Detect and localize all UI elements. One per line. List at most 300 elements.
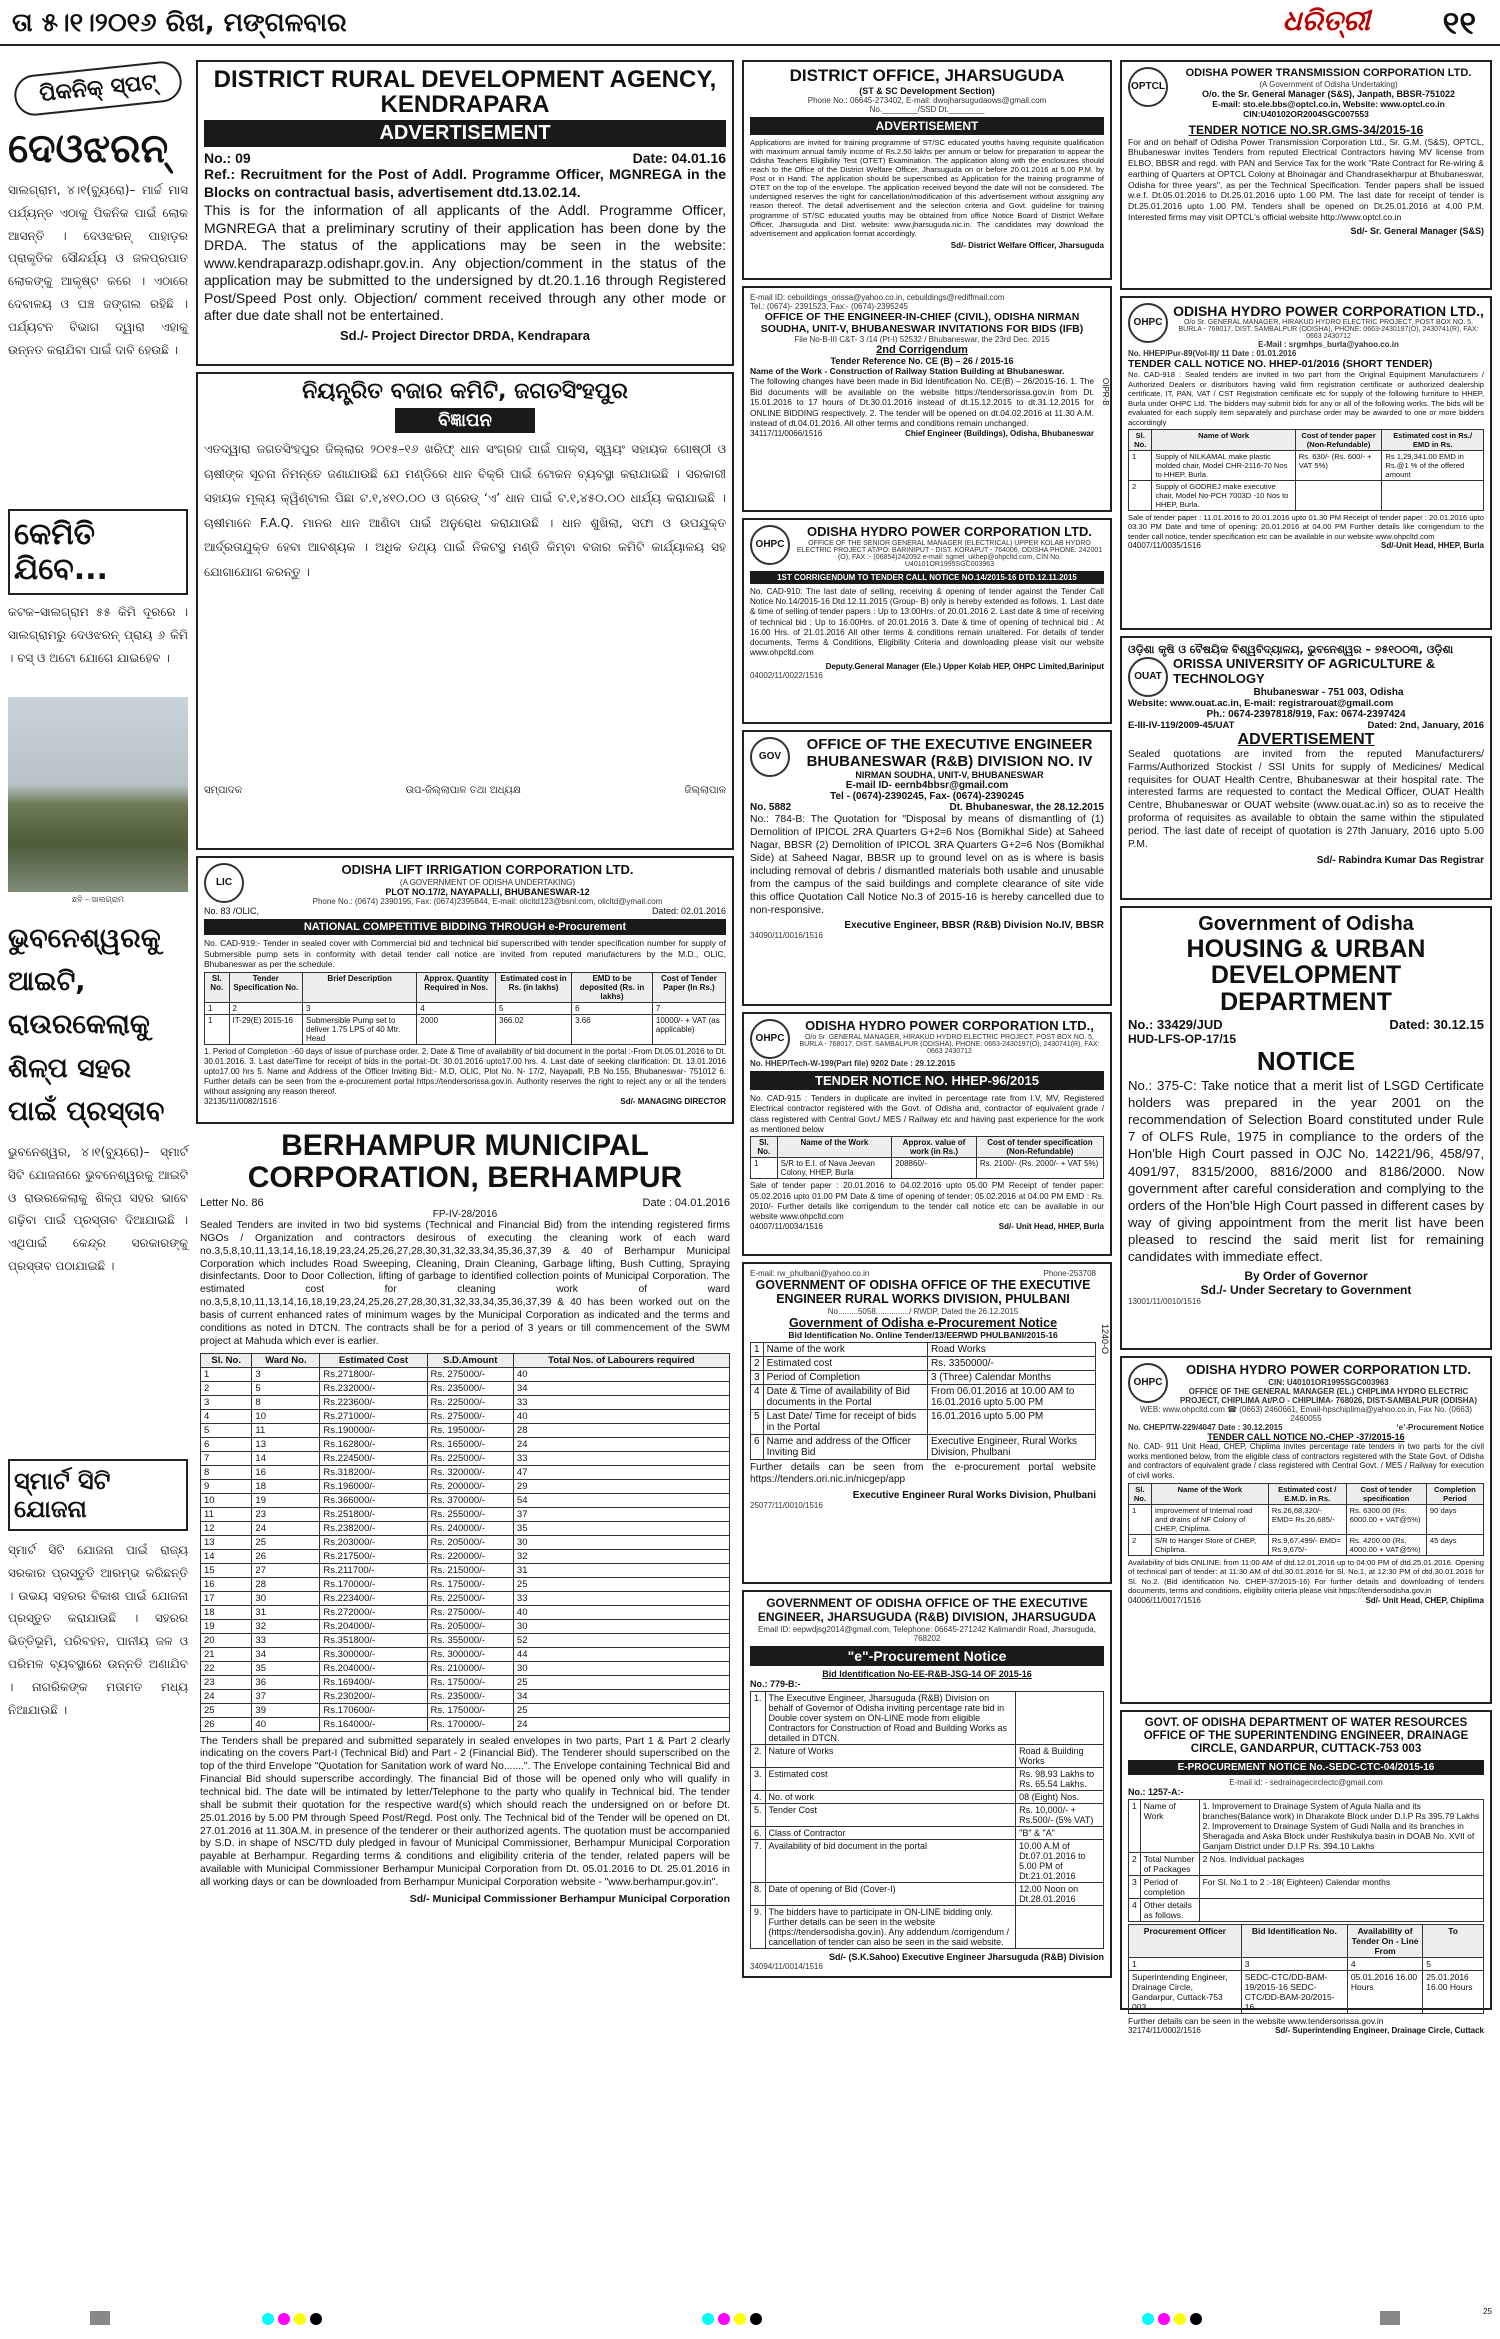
table-row	[1129, 1875, 1484, 1898]
table-header-cell: Estimated cost in Rs. (in lakhs)	[496, 972, 572, 1002]
hud-date: Dated: 30.12.15	[1389, 1016, 1484, 1032]
ohpc4-cin: CIN: U40101OR1995SGC003963	[1268, 1377, 1389, 1387]
table-cell: 21	[201, 1647, 252, 1661]
dowr-drainage-ad	[1120, 1710, 1492, 2036]
bazar-body: ଏତଦ୍ୱାରା ଜଗତସିଂହପୁର ଜିଲ୍ଲାର ୨୦୧୫–୧୬ ଖରିଫ୍ ଧାନ ସଂଗ୍ରହ ପାଇଁ ପାକ୍ସ, ସ୍ୱୟଂ ସହାୟକ ଗୋଷ୍ଠୀ ଓ ଚାଷୀଙ୍କ ସୂଚନା ନିମନ୍ତେ ଜଣାଯାଉଛି ଯେ ମଣ୍ଡିରେ ଧାନ ବିକ୍ରି ପାଇଁ ଟୋକନ ବ୍ୟବସ୍ଥା କରାଯାଇଛି । ସରକାରୀ ସହାୟକ ମୂଲ୍ୟ କ୍ୱିଣ୍ଟାଲ ପିଛା ଟ.୧,୪୧୦.୦୦ ଓ ଗ୍ରେଡ୍ ‘ଏ’ ଧାନ ପାଇଁ ଟ.୧,୪୫୦.୦୦ ଧାର୍ଯ୍ୟ କରାଯାଇଛି । ଚାଷୀମାନେ F.A.Q. ମାନର ଧାନ ଆଣିବା ପାଇଁ ଅନୁରୋଧ କରାଯାଉଛି । ଧାନ ଶୁଖିଲା, ସଫା ଓ ଉପଯୁକ୍ତ ଆର୍ଦ୍ରତାଯୁକ୍ତ ହେବା ଆବଶ୍ୟକ । ଅଧିକ ତଥ୍ୟ ପାଇଁ ନିକଟସ୍ଥ ମଣ୍ଡି କିମ୍ବା ବଜାର କମିଟି କାର୍ଯ୍ୟାଳୟ ସହ ଯୋଗାଯୋଗ କରନ୍ତୁ ।	[204, 442, 726, 579]
table-cell: 26	[201, 1717, 252, 1731]
table-cell: 366.02	[496, 1014, 572, 1044]
table-cell: "B" & "A"	[1016, 1826, 1104, 1839]
eic-ref: Tender Reference No. CE (B) – 26 / 2015-16	[830, 356, 1014, 367]
table-cell: 8	[201, 1465, 252, 1479]
olic-logo-icon: LIC	[204, 863, 244, 903]
table-cell: 3.66	[572, 1014, 653, 1044]
ohpc4-title: ODISHA HYDRO POWER CORPORATION LTD.	[1185, 1362, 1472, 1377]
table-cell	[1295, 481, 1382, 511]
table-cell: 12.00 Noon on Dt.28.01.2016	[1016, 1882, 1104, 1905]
table-cell: 24	[201, 1689, 252, 1703]
olic-addr: PLOT NO.17/2, NAYAPALLI, BHUBANESWAR-12	[385, 886, 590, 897]
drda-banner: ADVERTISEMENT	[204, 120, 726, 147]
govt-emblem-icon: GOV	[750, 737, 790, 777]
olic-tender-ad	[196, 856, 734, 1124]
table-header-cell: 1	[1129, 1957, 1242, 1970]
eic-signature: Chief Engineer (Buildings), Odisha, Bhubaneswar	[905, 428, 1094, 438]
ouat-web: Website: www.ouat.ac.in, E-mail: registrarouat@gmail.com	[1128, 697, 1394, 709]
ohpc4-table	[1128, 1483, 1484, 1556]
color-marks-right	[1140, 2313, 1204, 2328]
table-row	[201, 1563, 730, 1577]
berhampur-intro: Sealed Tenders are invited in two bid systems (Technical and Financial Bid) from the intending registered firms NGOs / Organization and contractors desirous of executing the cleaning work of each ward no.3,5,8,10,11,13,14,16,18,19,23,24,25,26,27,28,30,31,32,33,34,35,36,37,39 & 40 of Berhampur Municipal Corporation which includes Road Sweeping, Cleaning, Drain Cleaning, Garbage lifting, Bush Cutting, Spraying disinfectants. Door to Door Collection, lifting of garbage to identified collection points of Municipal Corporation. The estimated cost for cleaning work of ward no.3,5,8,10,11,13,14,16,18,19,23,24,25,26,27,28,30,31,32,33,34,35,36,37,39 & 40 has been worked out on the basis of current enhanced rates of minimum wages by the Municipal Corporation as indicated and the terms and conditions as noted in DTCN. The contracts shall be for a period of 3 years or till commencement of the SWM project at Mahuda which ever is earlier.	[200, 1220, 730, 1347]
olic-refno: 32135/11/0082/1516	[204, 1096, 277, 1106]
table-cell: Rs.217500/-	[320, 1549, 427, 1563]
dwo-body: Applications are invited for training programme of ST/SC educated youths having requisite qualification with maximum annual family income of Rs.2.50 lakhs per annum or below for preparation to appear the Odisha Teachers Eligibility Test (OTET) Examination. The application along with the enclosures should reach to the Office of the District Welfare Officer, Jharsuguda on or before 20.01.2016 at 5.00 P.M. by Post or in Hand. The application should be superscribed as Application for the training programme of OTET on the top of the envelope. The application received beyond the date will not be considered. The undersigned reserves the right for cancellation/modification of this advertisement without assigning any reason thereof. The detail advertisement and the selection criteria and Govt. guideline for training programme of ST/SC educated youths may be obtained from office Notice Board of District Welfare Officer, Jharsuguda and Dist. website: www.jharsuguda.nic.in. The candidates may download the advertisement and application format accordingly.	[750, 137, 1104, 238]
table-cell	[1382, 481, 1484, 511]
table-cell: 24	[513, 1437, 729, 1451]
table-cell: 11	[252, 1423, 320, 1437]
jrnb-signature: Sd/- (S.K.Sahoo) Executive Engineer Jharsuguda (R&B) Division	[828, 1951, 1104, 1962]
olic-table	[204, 972, 726, 1045]
table-row	[751, 1839, 1104, 1882]
ouat-logo-icon: OUAT	[1128, 657, 1168, 697]
table-cell: Rs.162800/-	[320, 1437, 427, 1451]
table-cell: Rs. 235000/-	[427, 1689, 513, 1703]
table-cell: Estimated cost	[763, 1356, 927, 1370]
ohpc1-banner: 1ST CORRIGENDUM TO TENDER CALL NOTICE NO.14/2015-16 DTD.12.11.2015	[750, 571, 1104, 584]
eic-work: Name of the Work - Construction of Railway Station Building at Bhubaneswar.	[750, 366, 1065, 377]
rnb4-date: Dt. Bhubaneswar, the 28.12.2015	[949, 802, 1104, 813]
table-cell: 3.	[751, 1767, 766, 1790]
table-row	[1129, 451, 1484, 481]
table-cell: 14	[252, 1451, 320, 1465]
ohpc-hhep-01-ad	[1120, 296, 1492, 630]
jrnb-bid: Bid Identification No-EE-R&B-JSG-14 OF 2015-16	[822, 1668, 1032, 1679]
table-cell: 1	[751, 1342, 764, 1356]
table-cell: 25	[513, 1675, 729, 1689]
ouat-no: E-III-IV-119/2009-45/UAT	[1128, 719, 1235, 731]
table-row	[201, 1409, 730, 1423]
ohpc4-sub: OFFICE OF THE GENERAL MANAGER (EL.) CHIPLIMA HYDRO ELECTRIC PROJECT, CHIPLIMA At/P.O - CHIPLIMA- 768026, DIST-SAMBALPUR (ODISHA)	[1179, 1386, 1478, 1405]
dowr-no: No.: 1257-A:-	[1128, 1786, 1184, 1797]
ouat-city: Bhubaneswar - 751 003, Odisha	[1253, 686, 1404, 698]
table-cell: 33	[513, 1451, 729, 1465]
table-row	[751, 1370, 1096, 1384]
table-header-cell: Cost of tender specification	[1346, 1483, 1426, 1504]
dowr-email: E-mail id: - sedrainagecirclectc@gmail.com	[1229, 1777, 1383, 1787]
rnb4-sub: NIRMAN SOUDHA, UNIT-V, BHUBANESWAR	[855, 770, 1044, 780]
table-row	[201, 1703, 730, 1717]
ohpc-chiplima-ad	[1120, 1356, 1492, 1704]
table-cell: Rs.272000/-	[320, 1605, 427, 1619]
table-cell: 2000	[417, 1014, 496, 1044]
table-cell: 2.	[751, 1744, 766, 1767]
jrnb-email: Email ID: eepwdjsg2014@gmail.com, Telephone: 06645-271242 Kalimandir Road, Jharsuguda, 768202	[758, 1624, 1096, 1643]
table-cell: Other details as follows.	[1140, 1898, 1199, 1921]
table-cell: 5.	[751, 1803, 766, 1826]
table-cell: Rs. 175000/-	[427, 1675, 513, 1689]
olic-no: No. 83 /OLIC,	[204, 905, 260, 916]
table-header-cell: 6	[572, 1002, 653, 1014]
rnb4-no: No. 5882	[750, 802, 792, 813]
ouat-odia-title: ଓଡ଼ିଶା କୃଷି ଓ ବୈଷୟିକ ବିଶ୍ୱବିଦ୍ୟାଳୟ, ଭୁବନେଶ୍ୱର – ୭୫୧୦୦୩, ଓଡ଼ିଶା	[1128, 643, 1454, 656]
table-header-cell: S.D.Amount	[427, 1353, 513, 1367]
table-cell: 6	[751, 1434, 764, 1459]
table-cell: Rs.251800/-	[320, 1507, 427, 1521]
table-cell: 90 days	[1426, 1504, 1483, 1534]
table-row	[201, 1661, 730, 1675]
berhampur-table	[200, 1353, 730, 1732]
table-cell: 24	[252, 1521, 320, 1535]
table-cell: Road Works	[927, 1342, 1095, 1356]
newspaper-logo: ଧରିତ୍ରୀ	[1282, 4, 1370, 37]
table-row	[201, 1717, 730, 1731]
table-cell: Rs. 205000/-	[427, 1619, 513, 1633]
dowr-table-1	[1128, 1799, 1484, 1922]
olic-sub: (A GOVERNMENT OF ODISHA UNDERTAKING)	[399, 877, 576, 887]
ouat-signature: Sd/- Rabindra Kumar Das Registrar	[1316, 854, 1484, 866]
berhampur-body: The Tenders shall be prepared and submitted separately in sealed envelopes in two parts, Part 1 & Part 2 clearly indicating on the covers Part-I (Technical Bid) and Part - 2 (Financial Bid). The Tenderer should superscribed on the top of the third Envelope "Quotation for Sanitation work of ward No.......". The Envelope containing Technical Bid and Financial Bid should superscribe accordingly. The financial Bid of those will be opened only who will qualify in technical bid. The date will be intimated by letter/Telephone to the party who qualify in Technical bid. The tender shall be submit their quotation for the respective ward(s) which should reach the undersigned on or before Dt. 25.01.2016 by 5.00 PM through Speed Post/Regd. Post only. The Technical bid of the Tender will be opened on Dt. 27.01.2016 at 11.30A.M. in presence of the tenderer or their authorized agents. The quotation must be accompanied by S.D. in shape of NSC/TD duly pledged in favour of Municipal Commissioner, Berhampur Municipal Corporation payable at Berhampur. Regarding terms & conditions and eligibility criteria of the tender, related papers will be available with Municipal Commissioner Berhampur Municipal Corporation from Dt. 05.01.2016 to Dt. 25.01.2016 in all working days or can be downloaded from Berhampur Municipal Corporation website - "www.berhampur.gov.in".	[200, 1735, 730, 1889]
ohpc2-dates: Sale of tender paper : 20.01.2016 to 04.02.2016 upto 05.00 PM Receipt of tender paper: 05.02.2016 upto 01.00 PM Date & time of opening of tender: 05.02.2016 at 04.00 PM EMD : Rs. 2010/- Further details like corrigendum to the tender call notice etc can be available in our website www.ohpcltd.com	[750, 1181, 1104, 1222]
table-row	[201, 1479, 730, 1493]
berhampur-date: Date : 04.01.2016	[642, 1197, 730, 1209]
rwd-bid: Bid Identification No. Online Tender/13/EERWD PHULBANI/2015-16	[788, 1329, 1058, 1340]
table-cell: 40	[513, 1367, 729, 1381]
table-cell: Rs. 240000/-	[427, 1521, 513, 1535]
table-cell: Rs.223600/-	[320, 1395, 427, 1409]
table-row	[751, 1342, 1096, 1356]
table-cell: 19	[252, 1493, 320, 1507]
table-cell: Rs. 225000/-	[427, 1591, 513, 1605]
table-row	[751, 1744, 1104, 1767]
rnb4-tel: Tel - (0674)-2390245, Fax- (0674)-2390245	[830, 791, 1024, 802]
table-row	[201, 1493, 730, 1507]
table-cell: Estimated cost	[765, 1767, 1016, 1790]
berhampur-municipal-ad	[196, 1130, 734, 2246]
table-row	[201, 1647, 730, 1661]
table-cell: Total Number of Packages	[1140, 1852, 1199, 1875]
table-cell: 34	[513, 1381, 729, 1395]
table-cell: Rs. 300000/-	[427, 1647, 513, 1661]
table-cell: 31	[252, 1605, 320, 1619]
table-cell: 40	[252, 1717, 320, 1731]
color-marks-center	[700, 2313, 764, 2328]
date-line: ତା ୫।୧।୨୦୧୬ ରିଖ, ମଙ୍ଗଳବାର	[12, 8, 347, 38]
table-cell: 16.01.2016 upto 5.00 PM	[927, 1409, 1095, 1434]
drda-ref: Ref.: Recruitment for the Post of Addl. Programme Officer, MGNREGA in the Blocks on contractual basis, advertisement dtd.13.02.14.	[204, 166, 726, 201]
optcl-body: For and on behalf of Odisha Power Transmission Corporation Ltd., Sr. G.M. (S&S), OPTCL, Bhubaneswar invites Tenders from reputed Electrical Contractors having MV license from ELBO, BBSR and regd. with PAN and Service Tax for the work "Rate Contract for Re-wiring & earthing of Quarters at OPTCL Colony at Bhoinagar and Chandrasekharpur at Bhubaneswar, Odisha for three years", as per the Technical Specification. Tender papers shall be issued w.e.f. Dt.05.01.2016 to Dt.25.01.2016 upto 1.00 PM. The last date for receipt of tender is Dt.25.01.2016 upto 1.00 PM. Tenders shall be opened on Dt.25.01.2016 at 4.00 P.M. Interested firms may visit OPTCL's official website http://www.optcl.co.in	[1128, 136, 1484, 222]
table-header-cell: Sl. No.	[1129, 1483, 1152, 1504]
optcl-tender-ad	[1120, 60, 1492, 290]
table-row	[751, 1356, 1096, 1370]
table-header-cell: Availability of Tender On - Line From	[1347, 1924, 1422, 1957]
table-cell: Rs. 195000/-	[427, 1423, 513, 1437]
rwd-body: Further details can be seen from the e-procurement portal website https://tenders.ori.nic.in/nicgep/app	[750, 1461, 1096, 1486]
rnb4-signature: Executive Engineer, BBSR (R&B) Division No.IV, BBSR	[844, 920, 1104, 931]
table-cell: Rs. 320000/-	[427, 1465, 513, 1479]
drda-title: DISTRICT RURAL DEVELOPMENT AGENCY, KENDRAPARA	[213, 66, 717, 119]
table-cell: 18	[201, 1605, 252, 1619]
ohpc2-sub: O/o Sr. GENERAL MANAGER, HIRAKUD HYDRO ELECTRIC PROJECT, POST BOX NO. 5, BURLA - 768017, DIST. SAMBALPUR (ODISHA), PHONE: 0663-2430197(O), 2430741(R), FAX: 0663 2430712	[799, 1033, 1100, 1055]
ohpc3-no: No. HHEP/Pur-89(Vol-II)/ 11 Date : 01.01.2016	[1128, 349, 1297, 359]
ohpc-logo-icon: OHPC	[1128, 1363, 1168, 1403]
drda-no: No.: 09	[204, 150, 251, 167]
table-cell: 35	[513, 1521, 729, 1535]
table-cell: 19	[201, 1619, 252, 1633]
eic-email: E-mail ID: cebuildings_orissa@yahoo.co.in, cebuildings@rediffmail.com	[750, 293, 1005, 302]
table-cell: Rs. 210000/-	[427, 1661, 513, 1675]
table-cell: Rs. 275000/-	[427, 1605, 513, 1619]
dwo-no: No.________/SSD Dt.________	[869, 104, 985, 114]
table-cell: Rs. 175000/-	[427, 1703, 513, 1717]
table-cell: 24	[513, 1717, 729, 1731]
table-cell: Improvement of Internal road and drains of NF Colony of CHEP, Chiplima.	[1151, 1504, 1268, 1534]
table-cell: Date & Time of availability of Bid documents in the Portal	[763, 1384, 927, 1409]
table-cell: 35	[252, 1661, 320, 1675]
table-cell: 3	[751, 1370, 764, 1384]
table-cell: 3 (Three) Calendar Months	[927, 1370, 1095, 1384]
rwd-table	[750, 1342, 1096, 1460]
hud-ref: HUD-LFS-OP-17/15	[1128, 1031, 1237, 1046]
table-cell: 27	[252, 1563, 320, 1577]
table-cell: Rs.300000/-	[320, 1647, 427, 1661]
table-cell: Rs.232000/-	[320, 1381, 427, 1395]
hud-body: No.: 375-C: Take notice that a merit list of LSGD Certificate holders was prepared in the year 2001 on the recommendation of Selection Board constituted under Rule 7 of OLFS Rule, 1975 in compliance to the orders of the Hon'ble High Court passed in OJC No. 14221/96, 458/97, 4091/97, 8315/2000, 8816/2000 and 8186/2000. Now government after careful consideration and complying to the orders of the Hon'ble High Court passed in different cases by way of giving appointment from the merit list have been pleased to rescind the said merit list for remaining candidates with immediate effect.	[1128, 1077, 1484, 1265]
table-cell: 10.00 A.M of Dt.07.01.2016 to 5.00 PM of Dt.21.01.2016	[1016, 1839, 1104, 1882]
jrnb-title: GOVERNMENT OF ODISHA OFFICE OF THE EXECUTIVE ENGINEER, JHARSUGUDA (R&B) DIVISION, JHARSUGUDA	[757, 1596, 1097, 1624]
table-cell: 34	[252, 1647, 320, 1661]
page-header	[0, 0, 1500, 46]
table-cell: Rs.169400/-	[320, 1675, 427, 1689]
table-row	[751, 1691, 1104, 1744]
table-cell: Period of completion	[1140, 1875, 1199, 1898]
table-cell: 08 (Eight) Nos.	[1016, 1790, 1104, 1803]
table-row	[201, 1605, 730, 1619]
table-cell: 28	[252, 1577, 320, 1591]
grey-swatch	[1380, 2311, 1400, 2325]
table-cell: 9.	[751, 1905, 766, 1948]
ohpc1-title: ODISHA HYDRO POWER CORPORATION LTD.	[806, 524, 1093, 539]
table-cell: 22	[201, 1661, 252, 1675]
table-header-cell: 4	[1347, 1957, 1422, 1970]
dwo-jharsuguda-ad	[742, 60, 1112, 280]
table-row	[201, 1675, 730, 1689]
table-header-cell: Ward No.	[252, 1353, 320, 1367]
table-cell: Executive Engineer, Rural Works Division, Phulbani	[927, 1434, 1095, 1459]
table-header-cell: Superintending Engineer, Drainage Circle, Gandarpur, Cuttack-753 003	[1129, 1970, 1242, 2013]
table-cell: 44	[513, 1647, 729, 1661]
jrnb-table	[750, 1691, 1104, 1949]
table-row	[1129, 1852, 1484, 1875]
table-header-cell: Name of the Work	[777, 1137, 892, 1158]
rwd-refno: 25077/11/0010/1516	[750, 1500, 823, 1510]
table-cell: S/R to Hanger Store of CHEP, Chiplima.	[1151, 1534, 1268, 1555]
hud-no: No.: 33429/JUD	[1128, 1016, 1223, 1032]
hud-t1: Government of Odisha	[1198, 913, 1414, 935]
table-cell	[1199, 1898, 1483, 1921]
table-cell: 17	[201, 1591, 252, 1605]
ohpc2-refno: 04007/11/0034/1516	[750, 1222, 823, 1232]
table-cell: 45 days	[1426, 1534, 1483, 1555]
table-cell: 30	[513, 1619, 729, 1633]
bazar-title: ନିୟନ୍ତ୍ରିତ ବଜାର କମିଟି, ଜଗତସିଂହପୁର	[302, 379, 628, 404]
table-cell: 6.	[751, 1826, 766, 1839]
table-cell: 5	[252, 1381, 320, 1395]
table-cell: The bidders have to participate in ON-LINE bidding only. Further details can be seen in the website (https://tendersodisha.gov.in). Any addendum /corrigendum / cancellation of tender can also be seen in the said website.	[765, 1905, 1016, 1948]
ohpc2-body: No. CAD-915 : Tenders in duplicate are invited in percentage rate from I.V, MV, Registered Electrical contractor registered with the Govt. of Odisha and, contractor of equivalent grade / class registered with Central Govt./ MES / Railway etc and having past experience for the work as mentioned below	[750, 1093, 1104, 1135]
table-row	[751, 1158, 1104, 1179]
olic-title: ODISHA LIFT IRRIGATION CORPORATION LTD.	[341, 862, 634, 877]
table-header-cell: 2	[229, 1002, 303, 1014]
table-header-cell: Approx. value of work (in Rs.)	[892, 1137, 977, 1158]
rwd-phulbani-ad	[742, 1262, 1112, 1584]
table-cell: Availability of bid document in the portal	[765, 1839, 1016, 1882]
table-row	[201, 1423, 730, 1437]
ad-column-4	[1120, 60, 1492, 2285]
table-cell: 16	[201, 1577, 252, 1591]
optcl-banner: TENDER NOTICE NO.SR.GMS-34/2015-16	[1188, 122, 1424, 137]
table-cell: 7	[201, 1451, 252, 1465]
table-cell: 2	[201, 1381, 252, 1395]
table-cell: 208860/-	[892, 1158, 977, 1179]
ohpc4-body: No. CAD- 911 Unit Head, CHEP, Chiplima invites percentage rate tenders in two parts for the civil works mentioned below, from the eligible class of contractors registered with the State Govt. of Odisha and contractors of equivalent grade / class registered with Central Govt. / MES / Railway for execution of civil works.	[1128, 1441, 1484, 1481]
table-cell: 4	[751, 1384, 764, 1409]
table-header-cell: Estimated cost / E.M.D. in Rs.	[1268, 1483, 1346, 1504]
ohpc-logo-icon: OHPC	[750, 1019, 790, 1059]
smart-city-title: ସ୍ମାର୍ଟ ସିଟି ଯୋଜନା	[8, 1459, 188, 1531]
ohpc1-body: No. CAD-910: The last date of selling, receiving & opening of tender against the Tender Call Notice No.14/2015-16 Dtd.12.11.2015 (Group- B) only is hereby extended as follows. 1. Last date & time of selling of tender papers : Up to 13.00Hrs. of 20.01.2016 2. Last date & time of receiving of technical bid : Up to 16.00Hrs. of 20.01.2016 3. Date & time of opening of technical bid : At 16.00 Hrs. of 21.01.2016 All other terms & conditions remain unaltered. For details of tender documents, Terms & Conditions, Eligibility Criteria and downloading please visit our website www.ohpcltd.com	[750, 586, 1104, 658]
ohpc4-signature: Sd/- Unit Head, CHEP, Chiplima	[1365, 1595, 1484, 1605]
table-cell: Rs. 630/- (Rs. 600/- + VAT 5%)	[1295, 451, 1382, 481]
ouat-date: Dated: 2nd, January, 2016	[1367, 719, 1484, 731]
optcl-cin: CIN:U40102OR2004SGC007553	[1243, 108, 1369, 119]
table-cell: Road & Building Works	[1016, 1744, 1104, 1767]
table-cell: 9	[201, 1479, 252, 1493]
eic-corrigendum: 2nd Corrigendum	[876, 344, 968, 357]
table-row	[1129, 1898, 1484, 1921]
table-row	[201, 1437, 730, 1451]
berhampur-fp: FP-IV-28/2016	[432, 1209, 498, 1220]
table-cell: Rs.204000/-	[320, 1661, 427, 1675]
table-cell: Name of the work	[763, 1342, 927, 1356]
table-header-cell: Sl. No.	[205, 972, 230, 1002]
table-header-cell: Approx. Quantity Required in Nos.	[417, 972, 496, 1002]
table-cell: Rs. 255000/-	[427, 1507, 513, 1521]
table-cell: 36	[252, 1675, 320, 1689]
table-row	[751, 1434, 1096, 1459]
ohpc1-signature: Deputy.General Manager (Ele.) Upper Kolab HEP, OHPC Limited,Bariniput	[825, 661, 1104, 671]
deojharan-body: ସାଲଗ୍ରାମ, ୪।୧(ବ୍ୟୁରୋ)– ମାର୍ଚ୍ଚ ମାସ ପର୍ଯ୍ୟନ୍ତ ଏଠାକୁ ପିକନିକ ପାଇଁ ଲୋକ ଆସନ୍ତି । ଦେଓଝରନ୍ ପାହାଡ଼ର ପ୍ରାକୃତିକ ସୌନ୍ଦର୍ଯ୍ୟ ଓ ଜଳପ୍ରପାତ ଲୋକଙ୍କୁ ଆକୃଷ୍ଟ କରେ । ଏଠାରେ ଦେବାଳୟ ଓ ଘଞ୍ଚ ଜଙ୍ଗଲ ରହିଛି । ପର୍ଯ୍ୟଟନ ବିଭାଗ ଦ୍ୱାରା ଏହାକୁ ଉନ୍ନତ କରାଯିବା ପାଇଁ ଦାବି ହେଉଛି ।	[8, 183, 188, 357]
table-cell: 13	[252, 1437, 320, 1451]
table-row	[201, 1507, 730, 1521]
table-header-cell: Completion Period	[1426, 1483, 1483, 1504]
table-row	[201, 1367, 730, 1381]
eic-civil-ad	[742, 286, 1112, 512]
table-cell: 6	[201, 1437, 252, 1451]
grey-swatch	[90, 2311, 110, 2325]
olic-date: Dated: 02.01.2016	[651, 905, 726, 916]
table-cell: 28	[513, 1423, 729, 1437]
kemiti-body: କଟକ–ସାଲଗ୍ରାମ ୫୫ କିମି ଦୂରରେ । ସାଲଗ୍ରାମରୁ ଦେଓଝରନ୍ ପ୍ରାୟ ୬ କିମି । ବସ୍ ଓ ଅଟୋ ଯୋଗେ ଯାଇହେବ ।	[8, 605, 188, 665]
table-cell: Rs. 3350000/-	[927, 1356, 1095, 1370]
table-row	[1129, 481, 1484, 511]
table-row	[751, 1803, 1104, 1826]
table-cell: 5	[201, 1423, 252, 1437]
table-cell: 33	[513, 1395, 729, 1409]
table-cell: No. of work	[765, 1790, 1016, 1803]
olic-banner: NATIONAL COMPETITIVE BIDDING THROUGH e-Procurement	[204, 919, 726, 935]
table-row	[201, 1689, 730, 1703]
table-cell: Rs. 98.93 Lakhs to Rs. 65.54 Lakhs.	[1016, 1767, 1104, 1790]
table-cell: 37	[252, 1689, 320, 1703]
table-cell: 25	[201, 1703, 252, 1717]
table-header-cell: Sl. No.	[201, 1353, 252, 1367]
market-committee-ad	[196, 372, 734, 850]
ohpc3-email: E-Mail : srgmhps_burla@yahoo.co.in	[1258, 340, 1399, 350]
table-row	[1129, 1799, 1484, 1852]
table-header-cell: Brief Description	[303, 972, 417, 1002]
ad-column-2	[196, 60, 734, 2285]
table-cell: The Executive Engineer, Jharsuguda (R&B) Division on behalf of Governor of Odisha inviting percentage rate bid in Double cover system on ON-LINE mode from eligible Contractors for Construction of Road and Building Works as detailed in DTCN.	[765, 1691, 1016, 1744]
ouat-ph: Ph.: 0674-2397818/919, Fax: 0674-2397424	[1206, 708, 1406, 720]
table-cell: Nature of Works	[765, 1744, 1016, 1767]
table-header-cell: Procurement Officer	[1129, 1924, 1242, 1957]
ohpc3-signature: Sd/-Unit Head, HHEP, Burla	[1381, 541, 1484, 551]
table-cell: Rs.223400/-	[320, 1591, 427, 1605]
table-cell: 7.	[751, 1839, 766, 1882]
table-cell: Rs.211700/-	[320, 1563, 427, 1577]
table-cell: Rs.9,67,499/- EMD= Rs.9,675/-	[1268, 1534, 1346, 1555]
table-cell: Period of Completion	[763, 1370, 927, 1384]
table-cell: Supply of NILKAMAL make plastic molded chair, Model CHR-2116-70 Nos to HHEP, Burla.	[1152, 451, 1295, 481]
table-header-cell: 3	[1241, 1957, 1347, 1970]
dwo-phone: Phone No.: 06645-273402, E-mail: dwojharsugudaows@gmail.com	[807, 95, 1047, 105]
table-cell: 10000/- + VAT (as applicable)	[652, 1014, 725, 1044]
table-row	[201, 1465, 730, 1479]
table-cell: Rs.204000/-	[320, 1619, 427, 1633]
table-row	[201, 1577, 730, 1591]
ohpc4-refno: 04006/11/0017/1516	[1128, 1595, 1201, 1605]
table-header-cell: Cost of Tender Paper (In Rs.)	[652, 972, 725, 1002]
table-cell: Rs. 355000/-	[427, 1633, 513, 1647]
olic-signature: Sd/- MANAGING DIRECTOR	[620, 1096, 726, 1106]
table-cell: 1	[205, 1014, 230, 1044]
table-cell: 23	[252, 1507, 320, 1521]
table-cell: 4	[201, 1409, 252, 1423]
lake-photo	[8, 697, 188, 892]
table-cell: 3	[201, 1395, 252, 1409]
table-row	[751, 1826, 1104, 1839]
table-header-cell: 5	[1423, 1957, 1484, 1970]
table-cell: 2	[1129, 481, 1152, 511]
eic-side-code: OIPR-B	[1101, 378, 1110, 406]
table-cell: 30	[513, 1535, 729, 1549]
jrnb-no: No.: 779-B:-	[750, 1678, 801, 1689]
hud-sig1: By Order of Governor	[1244, 1269, 1368, 1284]
table-header-cell: Cost of tender paper (Non-Refundable)	[1295, 430, 1382, 451]
rnb4-refno: 34090/11/0016/1516	[750, 931, 823, 940]
table-cell: 47	[513, 1465, 729, 1479]
table-cell: 33	[252, 1633, 320, 1647]
rwd-signature: Executive Engineer Rural Works Division, Phulbani	[852, 1489, 1096, 1501]
ohpc2-table	[750, 1136, 1104, 1179]
table-cell: Date of opening of Bid (Cover-I)	[765, 1882, 1016, 1905]
rwd-email: E-mail: rw_phulbani@yahoo.co.in	[750, 1269, 870, 1278]
table-cell: 1	[1129, 451, 1152, 481]
table-header-cell: Name of Work	[1152, 430, 1295, 451]
table-cell: 31	[513, 1563, 729, 1577]
table-row	[201, 1633, 730, 1647]
rwd-title: GOVERNMENT OF ODISHA OFFICE OF THE EXECUTIVE ENGINEER RURAL WORKS DIVISION, PHULBANI	[755, 1278, 1091, 1307]
table-cell: 4.	[751, 1790, 766, 1803]
ohpc-logo-icon: OHPC	[750, 525, 790, 565]
